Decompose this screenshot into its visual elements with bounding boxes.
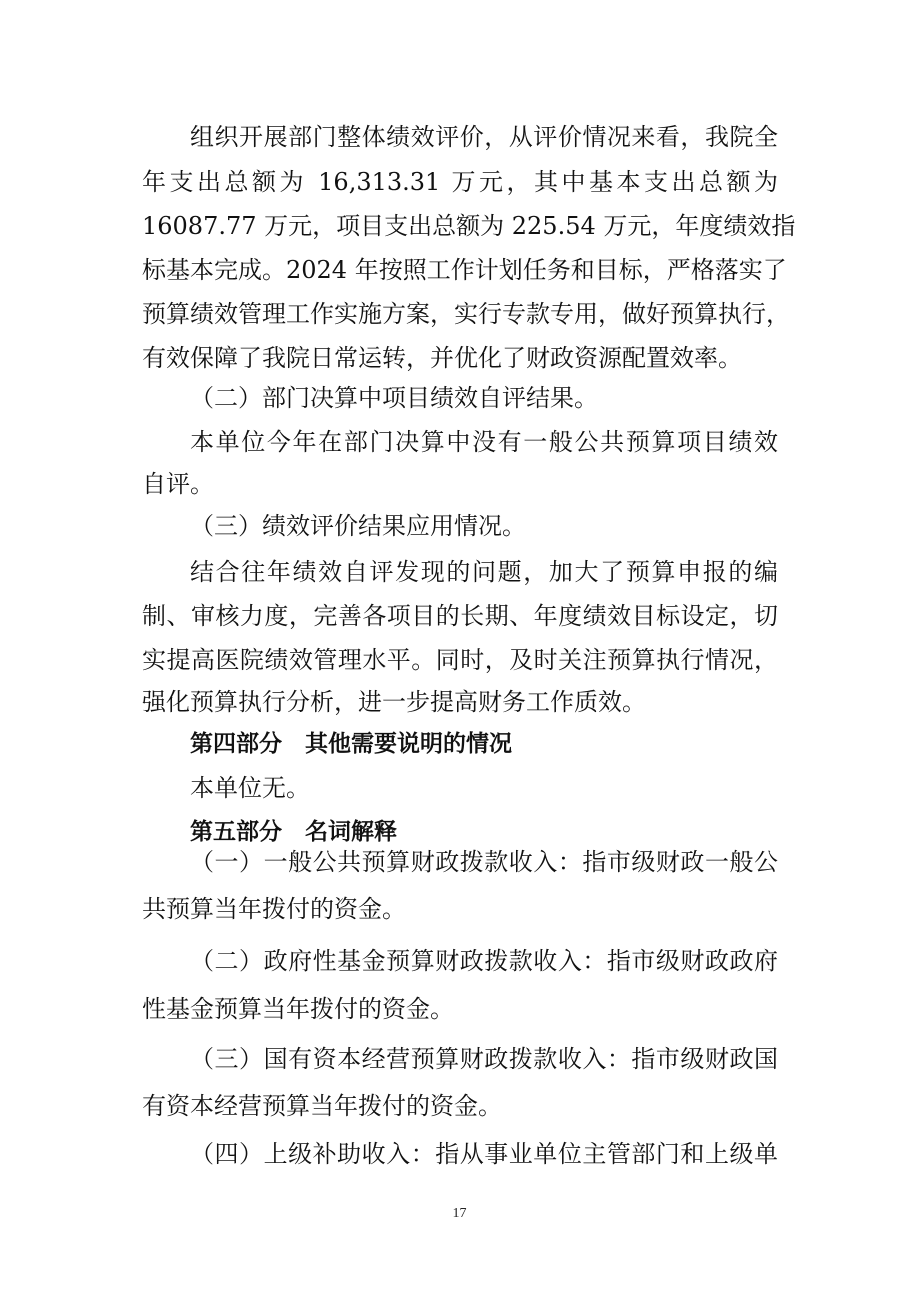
paragraph-line: 本单位无。 <box>190 774 310 802</box>
paragraph-line: 标基本完成。2024 年按照工作计划任务和目标，严格落实了 <box>142 256 787 284</box>
page-number: 17 <box>452 1206 467 1221</box>
section-heading: 第四部分 其他需要说明的情况 <box>190 731 512 757</box>
paragraph-line: 结合往年绩效自评发现的问题，加大了预算申报的编 <box>190 558 778 586</box>
section-heading: 第五部分 名词解释 <box>190 819 397 845</box>
paragraph-line: （三）国有资本经营预算财政拨款收入：指市级财政国 <box>190 1045 778 1073</box>
subheading: （三）绩效评价结果应用情况。 <box>190 512 526 540</box>
paragraph-line: 16087.77 万元，项目支出总额为 225.54 万元，年度绩效指 <box>142 212 796 240</box>
paragraph-line: 有资本经营预算当年拨付的资金。 <box>142 1092 502 1120</box>
paragraph-line: 组织开展部门整体绩效评价，从评价情况来看，我院全 <box>190 123 778 151</box>
paragraph-line: 制、审核力度，完善各项目的长期、年度绩效目标设定，切 <box>142 602 778 630</box>
paragraph-line: 性基金预算当年拨付的资金。 <box>142 995 454 1023</box>
paragraph-line: 自评。 <box>142 470 214 498</box>
paragraph-line: 实提高医院绩效管理水平。同时，及时关注预算执行情况， <box>142 646 778 674</box>
paragraph-line: 预算绩效管理工作实施方案，实行专款专用，做好预算执行， <box>142 300 790 328</box>
paragraph-line: （一）一般公共预算财政拨款收入：指市级财政一般公 <box>190 848 778 876</box>
paragraph-line: 有效保障了我院日常运转，并优化了财政资源配置效率。 <box>142 344 742 372</box>
paragraph-line: （四）上级补助收入：指从事业单位主管部门和上级单 <box>190 1140 778 1168</box>
paragraph-line: 强化预算执行分析，进一步提高财务工作质效。 <box>142 688 646 716</box>
paragraph-line: 共预算当年拨付的资金。 <box>142 895 406 923</box>
paragraph-line: 本单位今年在部门决算中没有一般公共预算项目绩效 <box>190 428 778 456</box>
paragraph-line: （二）政府性基金预算财政拨款收入：指市级财政政府 <box>190 947 778 975</box>
subheading: （二）部门决算中项目绩效自评结果。 <box>190 384 598 412</box>
paragraph-line: 年支出总额为 16,313.31 万元，其中基本支出总额为 <box>142 168 778 196</box>
